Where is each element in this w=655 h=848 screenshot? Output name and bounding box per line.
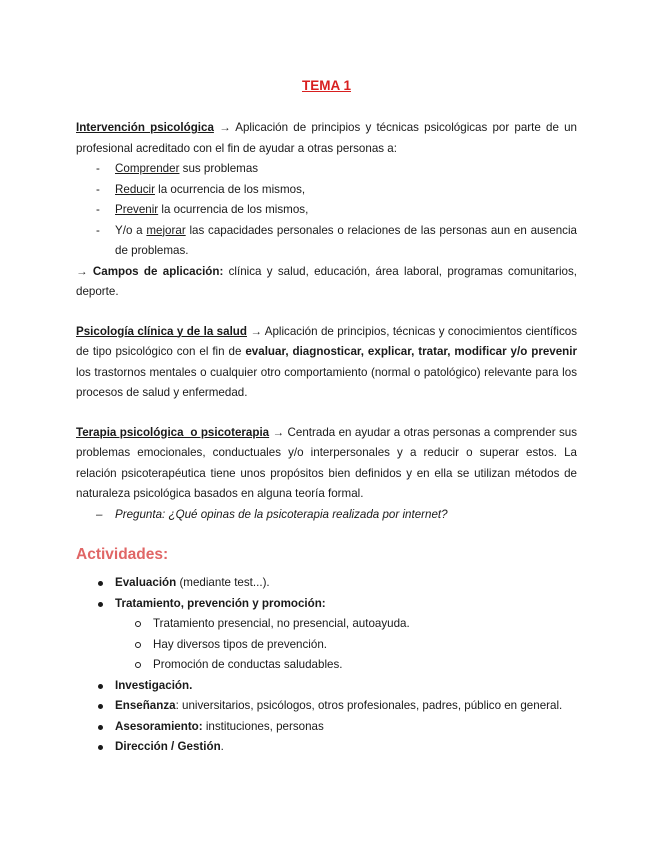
campos-text: clínica y salud, educación, área laboral, programas comunitarios, deporte. [76,264,577,298]
terapia-definition: Terapia psicológica o psicoterapia → Centrada en ayudar a otras personas a comprender sus problemas emocionales, conductuales y/o interpersonales y a reducir o superar estos. La relación psicoterapéutica tiene unos propósitos bien definidos y en ella se utilizan métodos de naturaleza psicológica basados en alguna teoría formal. [76,425,577,500]
bullet-icon [98,745,103,750]
goal-item: - Reducir la ocurrencia de los mismos, [96,182,306,196]
list-item: Investigación. [76,676,577,697]
campos-aplicacion [76,262,577,303]
circle-bullet-icon [135,621,141,627]
sub-list-item: Tratamiento presencial, no presencial, autoayuda. [76,614,577,635]
bullet-icon [98,704,103,709]
intervencion-def: → Aplicación de principios y técnicas psicológicas por parte de un profesional acreditado con el fin de ayudar a otras personas a: [76,121,577,155]
clinica-definition: Psicología clínica y de la salud → Aplicación de principios, técnicas y conocimientos científicos de tipo psicológico con el fin de evaluar, diagnosticar, explicar, tratar, modificar y/o prevenir los trastornos mentales o cualquier otro comportamiento (normal o patológico) relevante para los procesos de salud y enfermedad. [76,324,577,399]
campos-label: → Campos de aplicación: [76,264,224,278]
circle-bullet-icon [135,642,141,648]
goal-item: - Comprender sus problemas [96,162,259,175]
list-item: Tratamiento, prevención y promoción: Tratamiento presencial, no presencial, autoayuda. Hay diversos tipos de prevención. Promoción de conductas saludables. [76,594,577,676]
bullet-icon [98,581,103,586]
intervencion-definition [76,118,577,159]
tratamiento-sublist [115,614,577,676]
list-item: Dirección / Gestión. [76,737,577,758]
clinica-term: Psicología clínica y de la salud [76,324,247,338]
terapia-question: – Pregunta: ¿Qué opinas de la psicoterapia realizada por internet? [96,507,448,521]
bullet-icon [98,684,103,689]
goal-item: - Y/o a mejorar las capacidades personales o relaciones de las personas aun en ausencia de problemas. [96,223,577,257]
sub-list-item: Hay diversos tipos de prevención. [76,635,577,656]
list-item: Asesoramiento: instituciones, personas [76,717,577,738]
sub-list-item: Promoción de conductas saludables. [76,655,577,676]
terapia-term: Terapia psicológica o psicoterapia [76,425,270,439]
circle-bullet-icon [135,662,141,668]
actividades-list [76,573,577,758]
document-content [76,76,577,758]
intervencion-goals [76,159,577,262]
list-item: Evaluación (mediante test...). [76,573,577,594]
page-title: TEMA 1 [301,78,351,93]
terapia-question-list [76,505,577,526]
clinica-bold-verbs: evaluar, diagnosticar, explicar, tratar, modificar y/o prevenir [245,345,577,358]
actividades-heading: Actividades: [76,546,169,563]
intervencion-term: Intervención psicológica [76,121,214,134]
list-item: Enseñanza: universitarios, psicólogos, otros profesionales, padres, público en general. [76,696,577,717]
goal-item: - Prevenir la ocurrencia de los mismos, [96,203,309,216]
bullet-icon [98,602,103,607]
bullet-icon [98,725,103,730]
